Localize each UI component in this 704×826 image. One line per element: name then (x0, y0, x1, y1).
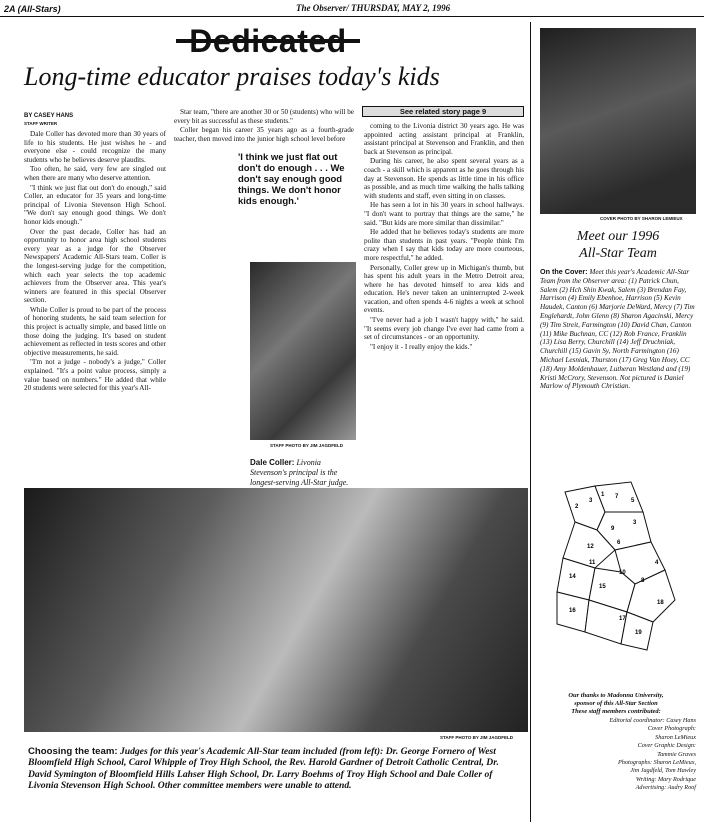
cover-photo (540, 28, 696, 214)
byline-name: BY CASEY HANS (24, 113, 74, 119)
map-number: 11 (589, 560, 596, 566)
credit-line: Cover Graphic Design: (637, 742, 696, 750)
paragraph: Over the past decade, Coller has had an opportunity to honor area high school students every year as a judge for the Observer Newspapers' Academic All-Stars team. Coller is the longest-serving judge for the competition, which each year selects the top academic achievers from the Observer area. This year's winners are featured in this special Observer section. (24, 227, 166, 305)
paragraph: "I think we just flat out don't do enough," said Coller, an educator for 35 years and long-time principal of Livonia Stevenson High School. "We don't say enough good things. We don't honor kids enough." (24, 183, 166, 226)
thanks-box (538, 692, 694, 716)
map-number: 3 (633, 520, 637, 526)
team-caption (28, 746, 524, 792)
story-column-2 (174, 108, 354, 148)
map-number: 4 (655, 560, 659, 566)
paragraph: He added that he believes today's students are more polite than students in past years. "People think I'm crazy when I say that kids today are more courteous, more respectful," he added. (364, 228, 524, 262)
paragraph: Dale Coller has devoted more than 30 years of life to his students. He just wishes he - and everyone else - could recognize the many students who he believes deserve plaudits. (24, 130, 166, 164)
kicker-block (176, 22, 360, 60)
story-column-3 (364, 122, 524, 478)
map-number: 18 (657, 600, 664, 606)
page-number: 2A (All-Stars) (4, 4, 61, 14)
masthead: The Observer/ THURSDAY, MAY 2, 1996 (296, 3, 451, 13)
credit-line: Writing: Mary Rodrique (635, 775, 696, 783)
paragraph: During his career, he also spent several years as a coach - a skill which is apparent as he goes through his day at Stevenson. He spends as little time in his office as possible, and as much time walking the halls talking with students and staff, even sitting in on classes. (364, 157, 524, 200)
map-number: 3 (589, 498, 593, 504)
caption-text: Livonia Stevenson's principal is the longest-serving All-Star judge. (250, 458, 349, 487)
cover-photo-credit: COVER PHOTO BY SHARON LEMIEUX (600, 216, 683, 221)
paragraph: coming to the Livonia district 30 years ago. He was appointed acting assistant principal at Franklin, assistant principal at Stevenson and Franklin, and then back at Stevenson as principal. (364, 122, 524, 156)
paragraph: He has seen a lot in his 30 years in school hallways. "I don't want to portray that things are the same," he said. "But kids are more similar than dissimilar." (364, 201, 524, 227)
sidebar-title-line2: All-Star Team (579, 246, 657, 261)
byline-title: STAFF WRITER (24, 121, 58, 126)
paragraph: "I'm not a judge - nobody's a judge," Coller explained. "It's a point value process, simply a value based on numbers." He added that while 20 students were selected for this year's All- (24, 358, 166, 393)
sidebar-text (540, 268, 696, 446)
map-number: 12 (587, 544, 594, 550)
map-number: 15 (599, 584, 606, 590)
thanks-line: Our thanks to Madonna University, (568, 692, 664, 699)
thanks-line: sponsor of this All-Star Section (574, 700, 658, 707)
area-map (535, 472, 697, 668)
map-number: 2 (575, 504, 579, 510)
team-caption-text: Judges for this year's Academic All-Star team included (from left): Dr. George Fornero of West Bloomfield High School, Carol Whipple of Troy High School, the Rev. Harold Gardner of Detroit Catholic Central, Dr. David Symington of Bloomfield Hills Lahser High School, Dr. Larry Boehms of Troy High School and Dale Coller of Livonia Stevenson High School. Other committee members were unable to attend. (28, 746, 499, 792)
byline (24, 113, 144, 127)
header-rule (0, 16, 704, 17)
story-column-1 (24, 130, 166, 480)
paragraph: Too often, he said, very few are singled out when there are many who deserve attention. (24, 165, 166, 182)
area-map-svg (535, 472, 697, 668)
see-related-box: See related story page 9 (362, 106, 524, 117)
team-caption-lead: Choosing the team: (28, 746, 118, 757)
credit-line: Sharon LeMieux (655, 733, 696, 741)
photo-credit: STAFF PHOTO BY JIM JAGDFELD (270, 443, 344, 448)
credit-line: Jim Jagdfeld, Tom Hawley (630, 767, 696, 775)
paragraph: Coller began his career 35 years ago as a fourth-grade teacher, then moved into the junior high school level before (174, 126, 354, 143)
team-photo-credit: STAFF PHOTO BY JIM JAGDFELD (440, 735, 514, 740)
map-number: 19 (635, 630, 642, 636)
sidebar-title (540, 228, 696, 262)
paragraph: Star team, "there are another 30 or 50 (students) who will be every bit as successful as these students." (174, 108, 354, 125)
kicker: Dedicated (189, 23, 347, 59)
thanks-line: These staff members contributed: (571, 708, 661, 715)
credit-line: Cover Photograph: (647, 725, 696, 733)
paragraph: Personally, Coller grew up in Michigan's thumb, but has spent his adult years in the Metro Detroit area, where he has devoted himself to area kids and education. He's never taken an uninterrupted 2-week vacation, and often spends 4-6 nights a week at school events. (364, 263, 524, 315)
credit-line: Advertising: Audry Roof (635, 784, 696, 792)
caption-lead: Dale Coller: (250, 458, 295, 467)
team-photo (24, 488, 528, 732)
pull-quote: 'I think we just flat out don't do enough . . . We don't say enough good things. We don't honor kids enough.' (238, 152, 345, 207)
map-number: 14 (569, 574, 576, 580)
paragraph: While Coller is proud to be part of the process of honoring students, he said team selection for this project is actually simple, and based little on those doing the judging. It's based on student achievement as reflected in tests scores and other objective measurements, he said. (24, 305, 166, 357)
headline: Long-time educator praises today's kids (24, 62, 440, 91)
map-number: 16 (569, 608, 576, 614)
coller-photo (250, 262, 356, 440)
map-number: 9 (611, 526, 615, 532)
credit-line: Photographs: Sharon LeMieux, (618, 759, 696, 767)
sidebar-body: Meet this year's Academic All-Star Team from the Observer area: (1) Patrick Chun, Salem (2) Hch Shin Kwak, Salem (3) Brendan Fay, Harrison (4) Emily Ebenhoe, Harrison (5) Kevin Haudek, Canton (6) Marjorie DeWard, Mercy (7) Tim Englehardt, John Glenn (8) Sharon Agacinski, Mercy (9) Tim Streit, Farmington (10) David Chan, Canton (11) Mike Buchnan, CC (12) Rob France, Franklin (13) Lisa Berry, Churchill (14) Jeff Druchniak, Churchill (15) Gavin Sy, North Farmington (16) Michael Lesniak, Thurston (17) Greg Van Hoey, CC (18) Amy Moldenhauer, Lutheran Westland and (19) Kristi McCrory, Stevenson. Not pictured is Daniel Marlow of Plymouth Christian. (540, 268, 695, 391)
credit-line: Tammie Graves (657, 750, 696, 758)
map-number: 17 (619, 616, 626, 622)
sidebar-lead: On the Cover: (540, 268, 588, 276)
paragraph: "I enjoy it - I really enjoy the kids." (370, 342, 473, 351)
map-number: 5 (631, 498, 635, 504)
credit-line: Editorial coordinator: Casey Hans (609, 717, 696, 724)
sidebar-title-line1: Meet our 1996 (576, 229, 660, 244)
map-number: 8 (641, 578, 645, 584)
paragraph: "I've never had a job I wasn't happy with," he said. "It seems every job change I've ever had came from a set of circumstances - or an opportunity. (364, 316, 524, 342)
map-number: 10 (619, 570, 626, 576)
map-number: 6 (617, 540, 621, 546)
staff-credits (580, 717, 696, 793)
map-number: 7 (615, 494, 619, 500)
map-number: 1 (601, 492, 605, 498)
coller-caption (250, 458, 356, 488)
